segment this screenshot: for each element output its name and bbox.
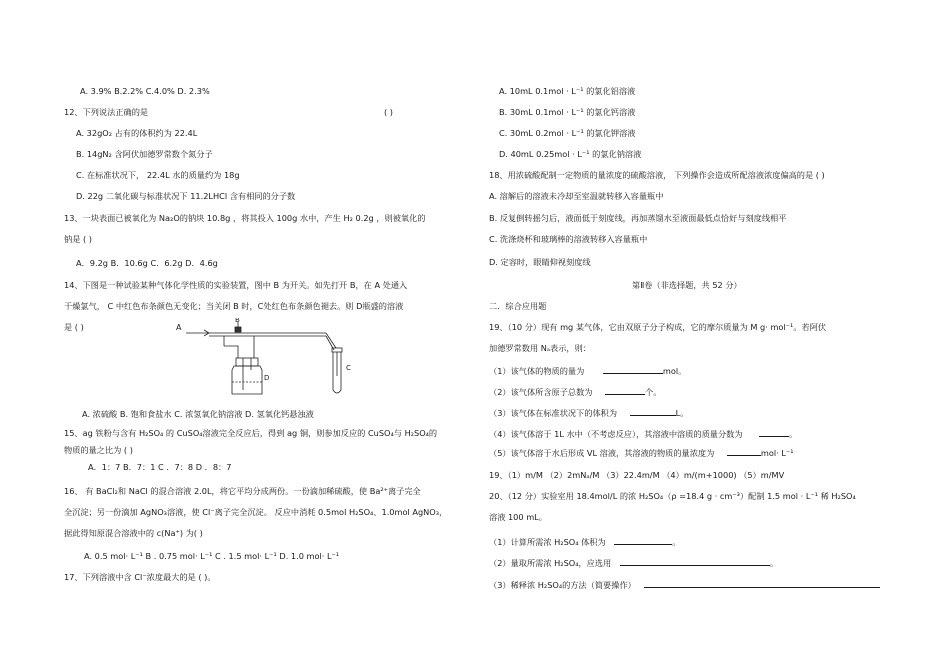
q19-part4 [489,427,797,440]
q12-option-b: B. 14gN₂ 含阿伏加德罗常数个氮分子 [76,149,213,159]
q12-option-c: C. 在标准状况下， 22.4L 水的质量约为 18g [76,170,240,180]
q14-stem-line1: 14、下图是一种试验某种气体化学性质的实验装置，图中 B 为开关。如先打开 B，在 A 处通入 [64,280,408,290]
q17-option-b: B. 30mL 0.1mol · L⁻¹ 的氯化钙溶液 [499,107,636,117]
figure-label-b: B [235,318,240,324]
q20-part2-label: （2）量取所需浓 H₂SO₄，应选用 [489,558,612,568]
q17-option-d: D. 40mL 0.25mol · L⁻¹ 的氯化钠溶液 [499,149,642,159]
q17-stem: 17、下列溶液中含 Cl⁻浓度最大的是 ( )。 [64,572,216,582]
q18-option-c: C. 洗涤烧杯和玻璃棒的溶液转移入容量瓶中 [489,234,648,244]
q14-options: A. 浓硫酸 B. 饱和食盐水 C. 浓氢氧化钠溶液 D. 氢氧化钙悬浊液 [82,409,314,419]
q12-stem: 12、下列说法正确的是 [64,107,149,117]
q20-part3 [489,578,880,591]
q19-answer-key: 19、（1）m/M （2）2mNₐ/M （3）22.4m/M （4）m/(m+1000) （5）m/MV [489,470,785,480]
q20-part2 [489,556,778,569]
q19-part4-unit: 。 [789,429,798,439]
q19-part5 [489,446,794,459]
q13-stem-line2: 钠是 ( ) [64,234,92,244]
q12-option-a: A. 32gO₂ 占有的体积约为 22.4L [76,128,198,138]
section-two-heading: 二．综合应用题 [489,301,547,311]
q15-stem-line2: 物质的量之比为 ( ) [64,445,133,455]
q19-part2 [489,385,661,398]
q19-stem-line2: 加德罗常数用 Nₐ表示，则： [489,343,591,353]
q14-stem-line3: 是 ( ) [64,322,84,332]
q19-part5-blank[interactable] [727,446,761,456]
apparatus-figure [176,318,366,404]
q17-option-c: C. 30mL 0.2mol · L⁻¹ 的氯化钾溶液 [499,128,636,138]
figure-label-c: C [346,364,351,372]
q19-part2-label: （2）该气体所含原子总数为 [489,387,593,397]
q20-part2-blank[interactable] [620,556,770,566]
q16-options: A. 0.5 mol· L⁻¹ B . 0.75 mol· L⁻¹ C . 1.5 mol· L⁻¹ D. 1.0 mol· L⁻¹ [84,551,340,561]
q19-part3 [489,406,688,419]
q18-stem: 18、用浓硫酸配制一定物质的量浓度的硫酸溶液， 下列操作会造成所配溶液浓度偏高的是 ( ) [489,170,825,180]
q19-part3-label: （3）该气体在标准状况下的体积为 [489,408,618,418]
q15-options: A．1：7 B．7：1 C ．7：8 D ．8：7 [88,462,232,472]
q13-options: A．9.2g B．10.6g C．6.2g D．4.6g [76,258,218,268]
q19-part1 [489,364,686,377]
q20-part2-unit: 。 [769,558,779,568]
q20-part3-blank[interactable] [644,578,880,588]
q19-part2-unit: 个。 [645,387,662,397]
q19-part5-unit: mol· L⁻¹ [760,448,794,458]
q18-option-b: B. 反复倒转摇匀后，液面低于刻度线，再加蒸馏水至液面最低点恰好与刻度线相平 [489,213,787,223]
q15-stem-line1: 15、ag 铁粉与含有 H₂SO₄ 的 CuSO₄溶液完全反应后，得到 ag 铜，则参加反应的 CuSO₄与 H₂SO₄的 [64,428,438,438]
q19-part4-blank[interactable] [759,427,789,437]
q19-part1-label: （1）该气体的物质的量为 [489,366,585,376]
q17-option-a: A. 10mL 0.1mol · L⁻¹ 的氯化铝溶液 [499,86,636,96]
q19-part1-blank[interactable] [603,364,663,374]
q20-part1-unit: 。 [672,537,681,547]
q19-stem-line1: 19、（10 分）现有 mg 某气体，它由双原子分子构成，它的摩尔质量为 M g· mol⁻¹。若阿伏 [489,322,827,332]
q16-stem-line3: 据此得知原混合溶液中的 c(Na⁺) 为( ) [64,528,203,538]
q16-stem-line2: 全沉淀；另一份滴加 AgNO₃溶液，使 Cl⁻离子完全沉淀。 反应中消耗 0.5mol H₂SO₄、1.0mol AgNO₃， [64,507,448,517]
q14-stem-line2: 干燥氯气， C 中红色布条颜色无变化；当关闭 B 时，C处红色布条颜色褪去。则 D瓶盛的溶液 [64,301,404,311]
q19-part3-unit: L。 [675,408,689,418]
q19-part4-label: （4）该气体溶于 1L 水中（不考虑反应），其溶液中溶质的质量分数为 [489,429,743,439]
q11-options: A. 3.9% B.2.2% C.4.0% D. 2.3% [80,86,210,96]
q19-part1-unit: mol。 [662,366,687,376]
q20-part1-blank[interactable] [614,535,672,545]
q20-stem-line2: 溶液 100 mL。 [489,512,547,522]
q18-option-a: A. 溶解后的溶液未冷却至室温就转移入容量瓶中 [489,191,664,201]
q18-option-d: D. 定容时，眼睛仰视刻度线 [489,257,591,267]
q19-part5-label: （5）该气体溶于水后形成 VL 溶液，其溶液的物质的量浓度为 [489,448,715,458]
q20-stem-line1: 20、（12 分）实验室用 18.4mol/L 的浓 H₂SO₄（ρ =18.4 g · cm⁻³）配制 1.5 mol · L⁻¹ 稀 H₂SO₄ [489,491,856,501]
q20-part1 [489,535,680,548]
figure-label-a: A [176,323,182,332]
q13-stem-line1: 13、一块表面已被氧化为 Na₂O的钠块 10.8g ，将其投入 100g 水中，产生 H₂ 0.2g ，则被氧化的 [64,213,426,223]
q20-part3-label: （3）稀释浓 H₂SO₄的方法（简要操作） [489,580,636,590]
q12-answer-paren: ( ) [384,107,393,117]
figure-label-d: D [264,374,270,382]
q20-part1-label: （1）计算所需浓 H₂SO₄ 体积为 [489,537,606,547]
q19-part3-blank[interactable] [630,406,676,416]
q12-option-d: D. 22g 二氧化碳与标准状况下 11.2LHCl 含有相同的分子数 [76,191,296,201]
q19-part2-blank[interactable] [605,385,645,395]
q16-stem-line1: 16、 有 BaCl₂和 NaCl 的混合溶液 2.0L，将它平均分成两份。一份滴加稀硫酸，使 Ba²⁺离子完全 [64,486,421,496]
section-title: 第Ⅱ卷（非选择题，共 52 分） [632,280,742,290]
